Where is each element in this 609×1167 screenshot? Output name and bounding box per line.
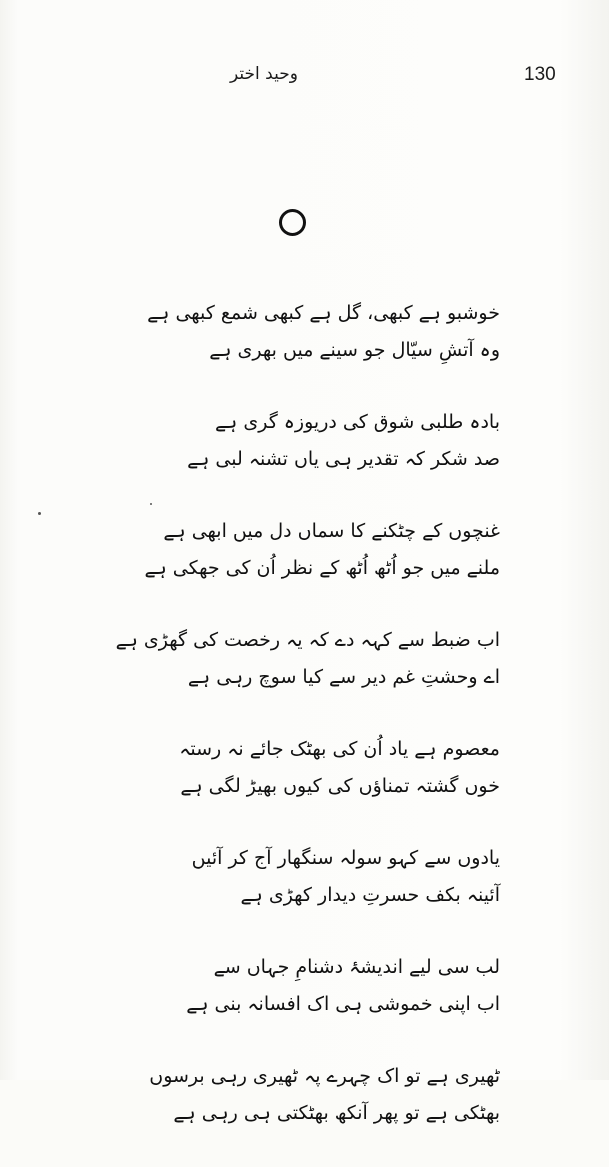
verse-line: صد شکر کہ تقدیر ہی یاں تشنہ لبی ہے: [187, 448, 500, 470]
scan-speck: [38, 512, 41, 515]
verse-line: بادہ طلبی شوق کی دریوزہ گری ہے: [215, 411, 500, 433]
circle-ornament-icon: [279, 209, 306, 236]
verse-line: غنچوں کے چٹکنے کا سماں دل میں ابھی ہے: [163, 520, 500, 542]
verse-line: ٹھیری ہے تو اک چہرے پہ ٹھیری رہی برسوں: [149, 1065, 500, 1087]
couplet: [140, 949, 500, 1058]
verse-line: معصوم ہے یاد اُن کی بھٹک جائے نہ رستہ: [179, 738, 500, 760]
ghazal: [115, 295, 500, 1167]
verse-line: آئینہ بکف حسرتِ دیدار کھڑی ہے: [240, 884, 500, 906]
verse-line: لب سی لیے اندیشۂ دشنامِ جہاں سے: [213, 956, 500, 978]
verse-line: اے وحشتِ غم دیر سے کیا سوچ رہی ہے: [187, 666, 500, 688]
couplet: [140, 1058, 500, 1167]
couplet: [115, 622, 500, 731]
verse-line: خوں گشتہ تمناؤں کی کیوں بھیڑ لگی ہے: [180, 775, 500, 797]
couplet: [140, 840, 500, 949]
couplet: [140, 731, 500, 840]
verse-line: اب اپنی خموشی ہی اک افسانہ بنی ہے: [186, 993, 500, 1015]
couplet: [140, 404, 500, 513]
running-head-author: وحید اختر: [230, 64, 298, 84]
verse-line: یادوں سے کہو سولہ سنگھار آج کر آئیں: [191, 847, 500, 869]
couplet: [140, 295, 500, 404]
page-number: 130: [524, 64, 556, 85]
verse-line: ملنے میں جو اُٹھ اُٹھ کے نظر اُن کی جھکی ہے: [144, 557, 500, 579]
couplet: [140, 513, 500, 622]
verse-line: بھٹکی ہے تو پھر آنکھ بھٹکتی ہی رہی ہے: [173, 1102, 500, 1124]
verse-line: خوشبو ہے کبھی، گل ہے کبھی شمع کبھی ہے: [147, 302, 500, 324]
verse-line: وہ آتشِ سیّال جو سینے میں بھری ہے: [209, 339, 500, 361]
verse-line: اب ضبط سے کہہ دے کہ یہ رخصت کی گھڑی ہے: [115, 629, 500, 651]
